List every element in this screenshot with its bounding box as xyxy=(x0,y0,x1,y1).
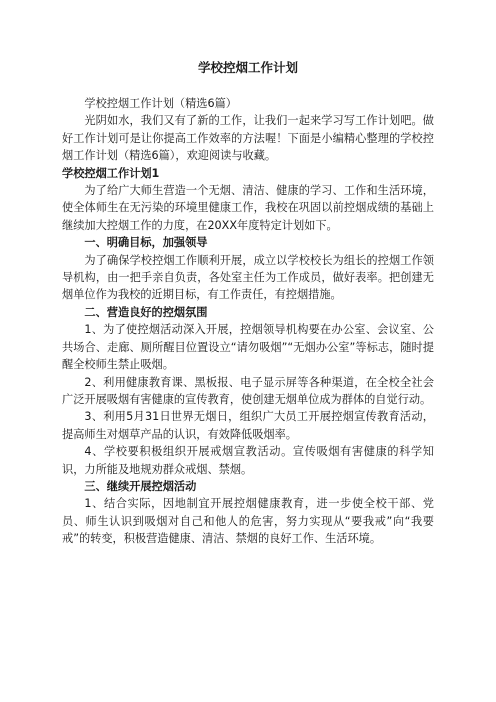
subheading-atmosphere: 二、营造良好的控烟氛围 xyxy=(84,305,208,319)
goals-paragraph: 为了确保学校控烟工作顺利开展，成立以学校校长为组长的控烟工作领导机构，由一把手亲自负责，各处室主任为工作成员，做好表率。把创建无烟单位作为我校的近期目标，有工作责任，有控烟措施。 xyxy=(62,253,434,302)
atmosphere-item-4: 4、学校要积极组织开展戒烟宣教活动。宣传吸烟有害健康的科学知识，力所能及地规劝群众戒烟、禁烟。 xyxy=(62,445,434,476)
plan-1-intro-paragraph: 为了给广大师生营造一个无烟、清洁、健康的学习、工作和生活环境，使全体师生在无污染的环境里健康工作，我校在巩固以前控烟成绩的基础上继续加大控烟工作的力度，在20XX年度特定计划如下。 xyxy=(62,184,434,232)
subheading-activities: 三、继续开展控烟活动 xyxy=(84,479,197,493)
document-title: 学校控烟工作计划 xyxy=(197,60,298,75)
section-heading-plan-1: 学校控烟工作计划1 xyxy=(62,166,160,180)
atmosphere-item-3: 3、利用5月31日世界无烟日，组织广大员工开展控烟宣传教育活动，提高师生对烟草产品的认识，有效降低吸烟率。 xyxy=(62,410,434,441)
activities-item-1: 1、结合实际，因地制宜开展控烟健康教育，进一步使全校干部、党员、师生认识到吸烟对自己和他人的危害，努力实现从“要我戒”向“我要戒”的转变，积极营造健康、清洁、禁烟的良好工作、生活环境。 xyxy=(62,497,434,546)
intro-paragraph: 光阴如水，我们又有了新的工作，让我们一起来学习写工作计划吧。做好工作计划可是让你提高工作效率的方法喔！下面是小编精心整理的学校控烟工作计划（精选6篇），欢迎阅读与收藏。 xyxy=(62,114,434,163)
atmosphere-item-1: 1、为了使控烟活动深入开展，控烟领导机构要在办公室、会议室、公共场合、走廊、厕所醒目位置设立“请勿吸烟”“无烟办公室”等标志，随时提醒全校师生禁止吸烟。 xyxy=(62,323,434,372)
subheading-goals: 一、明确目标，加强领导 xyxy=(84,236,208,250)
subtitle-paragraph: 学校控烟工作计划（精选6篇） xyxy=(84,97,237,110)
atmosphere-item-2: 2、利用健康教育课、黑板报、电子显示屏等各种渠道，在全校全社会广泛开展吸烟有害健康的宣传教育，使创建无烟单位成为群体的自觉行动。 xyxy=(62,375,434,406)
